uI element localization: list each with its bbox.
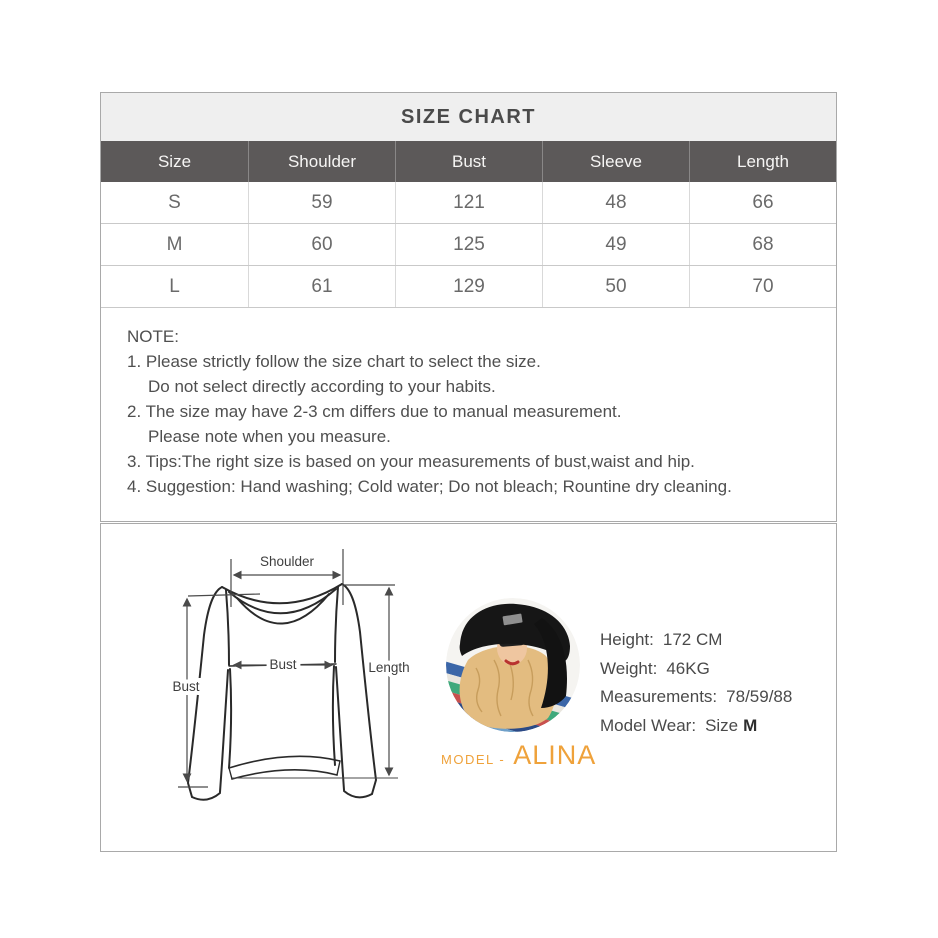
model-caption-prefix: MODEL -: [441, 752, 506, 767]
stat-label: Model Wear:: [600, 715, 697, 735]
diagram-label-shoulder: Shoulder: [259, 554, 315, 569]
cell-value: 129: [395, 266, 542, 307]
stat-line-measurements: [600, 683, 792, 712]
cell-size: L: [169, 275, 180, 297]
cell-size: M: [166, 233, 183, 255]
cell-value: 66: [689, 182, 836, 223]
model-caption-name: ALINA: [513, 740, 597, 770]
cell-value: 60: [248, 224, 395, 265]
sweater-measurement-diagram: [110, 535, 447, 845]
note-section: [101, 308, 836, 499]
stat-value: 46KG: [666, 658, 710, 678]
diagram-label-bust-side: Bust: [172, 679, 200, 694]
header-cell-shoulder: Shoulder: [248, 141, 395, 182]
cell-value: 61: [248, 266, 395, 307]
table-row: [101, 224, 836, 266]
cell-value: 59: [248, 182, 395, 223]
header-cell-size: Size: [157, 151, 192, 171]
stat-size-bold: M: [743, 715, 758, 735]
model-photo: [446, 598, 580, 732]
note-line: 3. Tips:The right size is based on your measurements of bust,waist and hip.: [127, 452, 695, 471]
cell-value: 49: [542, 224, 689, 265]
stat-line-model-wear: [600, 712, 792, 741]
header-cell-sleeve: Sleeve: [542, 141, 689, 182]
size-chart-title: SIZE CHART: [101, 93, 836, 141]
stat-value: Size: [705, 715, 739, 735]
note-line: Please note when you measure.: [148, 427, 391, 446]
stat-value: 78/59/88: [726, 687, 793, 706]
cell-value: 125: [395, 224, 542, 265]
stat-label: Weight:: [600, 658, 658, 678]
cell-value: 50: [542, 266, 689, 307]
table-header-row: [101, 141, 836, 182]
model-caption: [441, 740, 601, 771]
cell-value: 68: [689, 224, 836, 265]
model-stats: [600, 626, 792, 740]
note-line: 1. Please strictly follow the size chart to select the size.: [127, 352, 541, 371]
stat-label: Measurements:: [600, 687, 718, 706]
header-cell-bust: Bust: [395, 141, 542, 182]
stat-line-height: [600, 626, 792, 655]
stat-line-weight: [600, 655, 792, 684]
table-row: [101, 266, 836, 308]
cell-value: 48: [542, 182, 689, 223]
diagram-label-bust-width: Bust: [269, 657, 297, 672]
cell-value: 70: [689, 266, 836, 307]
table-row: [101, 182, 836, 224]
stat-label: Height:: [600, 630, 654, 649]
note-line: 4. Suggestion: Hand washing; Cold water; Do not bleach; Rountine dry cleaning.: [127, 477, 732, 496]
note-heading: NOTE:: [127, 327, 179, 346]
stat-value: 172 CM: [662, 630, 723, 649]
cell-value: 121: [395, 182, 542, 223]
diagram-label-length: Length: [368, 660, 410, 675]
note-line: 2. The size may have 2-3 cm differs due to manual measurement.: [127, 402, 622, 421]
model-photo-illustration: [446, 598, 580, 732]
sweater-outline: [188, 584, 376, 800]
measurement-model-box: [100, 523, 837, 852]
size-chart-box: [100, 92, 837, 522]
cell-size: S: [168, 191, 181, 213]
header-cell-length: Length: [689, 141, 836, 182]
note-line: Do not select directly according to your habits.: [148, 377, 496, 396]
